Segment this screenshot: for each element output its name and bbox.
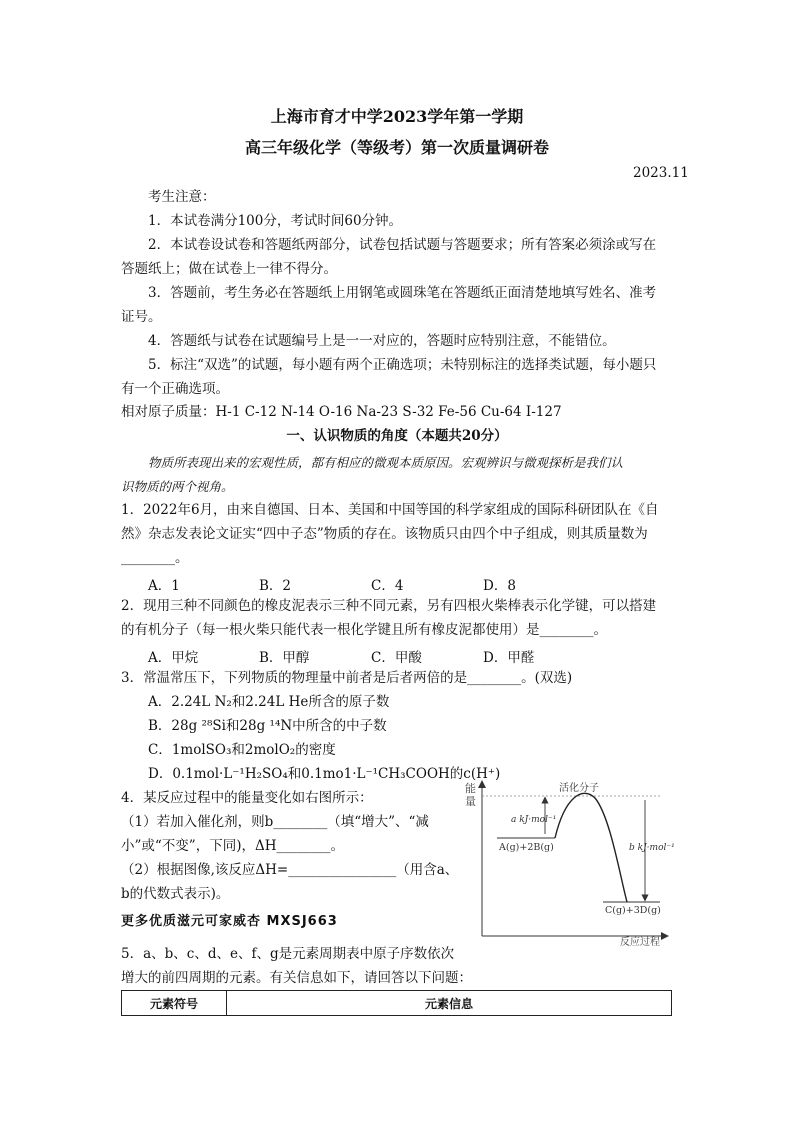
- energy-curve: [555, 793, 627, 902]
- notice-line-1: 1．本试卷满分100分，考试时间60分钟。: [148, 213, 403, 229]
- b-label: b kJ·mol⁻¹: [629, 843, 675, 853]
- notice-line-4: 4．答题纸与试卷在试题编号上是一一对应的，答题时应特别注意，不能错位。: [148, 333, 616, 349]
- q3-option-a: A．2.24L N₂和2.24L He所含的原子数: [148, 694, 390, 710]
- q2-option-d: D．甲醛: [483, 650, 535, 666]
- q2-option-b: B．甲醇: [259, 650, 310, 666]
- notice-line-3b: 证号。: [121, 309, 162, 325]
- q4-line-5: b的代数式表示)。: [121, 886, 230, 902]
- y-axis-label-1: 能: [465, 782, 476, 795]
- q1-line-2: 然》杂志发表论文证实“四中子态”物质的存在。该物质只由四个中子组成，则其质量数为: [121, 526, 648, 542]
- element-info-table: [121, 990, 672, 1016]
- q4-line-1: 4．某反应过程中的能量变化如右图所示：: [121, 790, 373, 806]
- q4-line-2: （1）若加入催化剂，则b________（填“增大”、“减: [121, 814, 429, 830]
- reactant-label: A(g)+2B(g): [499, 842, 554, 853]
- q3-line-1: 3．常温常压下，下列物质的物理量中前者是后者两倍的是________。(双选): [121, 670, 573, 686]
- notice-line-5b: 有一个正确选项。: [121, 381, 229, 397]
- q2-option-c: C．甲酸: [371, 650, 422, 666]
- section-1-heading: 一、认识物质的角度（本题共20分）: [286, 428, 508, 444]
- q3-option-b: B．28g ²⁸Si和28g ¹⁴N中所含的中子数: [148, 718, 387, 734]
- product-label: C(g)+3D(g): [605, 905, 661, 916]
- notice-line-2a: 2．本试卷设试卷和答题纸两部分，试卷包括试题与答题要求；所有答案必须涂或写在: [148, 237, 657, 253]
- notice-line-2b: 答题纸上；做在试卷上一律不得分。: [121, 261, 337, 277]
- q2-line-1: 2．现用三种不同颜色的橡皮泥表示三种不同元素，另有四根火柴棒表示化学键，可以搭建: [121, 598, 657, 614]
- section-1-intro-a: 物质所表现出来的宏观性质，都有相应的微观本质原因。宏观辨识与微观探析是我们认: [148, 455, 624, 470]
- a-label: a kJ·mol⁻¹: [511, 815, 557, 825]
- exam-date: 2023.11: [633, 165, 689, 181]
- q1-line-3: ________。: [121, 550, 189, 566]
- table-header-info: 元素信息: [227, 991, 672, 1016]
- table-header-symbol: 元素符号: [122, 991, 227, 1016]
- q4-line-3: 小”或“不变”，下同)，ΔH________。: [121, 838, 344, 854]
- notice-heading: 考生注意：: [148, 189, 216, 205]
- q4-line-4: （2）根据图像,该反应ΔH=________________（用含a、: [121, 862, 459, 878]
- q1-option-c: C．4: [371, 578, 404, 594]
- q1-option-d: D．8: [483, 578, 516, 594]
- exam-title-school: 上海市育才中学2023学年第一学期: [270, 107, 524, 126]
- q2-option-a: A．甲烷: [148, 650, 199, 666]
- q5-line-2: 增大的前四周期的元素。有关信息如下，请回答以下问题：: [121, 970, 472, 986]
- energy-diagram: [455, 776, 675, 948]
- y-axis-label-2: 量: [465, 795, 476, 808]
- watermark-text: 更多优质滋元可家威杏 MXSJ663: [121, 914, 338, 929]
- x-axis-label: 反应过程: [620, 937, 660, 948]
- q5-line-1: 5．a、b、c、d、e、f、g是元素周期表中原子序数依次: [121, 946, 455, 962]
- section-1-intro-b: 识物质的两个视角。: [121, 479, 234, 494]
- exam-title-subject: 高三年级化学（等级考）第一次质量调研卷: [244, 138, 549, 157]
- q2-line-2: 的有机分子（每一根火柴只能代表一根化学键且所有橡皮泥都使用）是________。: [121, 622, 607, 638]
- peak-label: 活化分子: [559, 783, 599, 794]
- atomic-mass-line: 相对原子质量：H-1 C-12 N-14 O-16 Na-23 S-32 Fe-56 Cu-64 I-127: [121, 404, 562, 420]
- notice-line-3a: 3．答题前，考生务必在答题纸上用钢笔或圆珠笔在答题纸正面清楚地填写姓名、准考: [148, 285, 657, 301]
- q3-option-c: C．1molSO₃和2molO₂的密度: [148, 742, 336, 758]
- q3-option-d: D．0.1mol·L⁻¹H₂SO₄和0.1mo1·L⁻¹CH₃COOH的c(H⁺): [148, 766, 501, 782]
- notice-line-5a: 5．标注“双选”的试题，每小题有两个正确选项；未特别标注的选择类试题，每小题只: [148, 357, 657, 373]
- q1-option-b: B．2: [259, 578, 292, 594]
- q1-option-a: A．1: [148, 578, 180, 594]
- q1-line-1: 1．2022年6月，由来自德国、日本、美国和中国等国的科学家组成的国际科研团队在《自: [121, 502, 659, 518]
